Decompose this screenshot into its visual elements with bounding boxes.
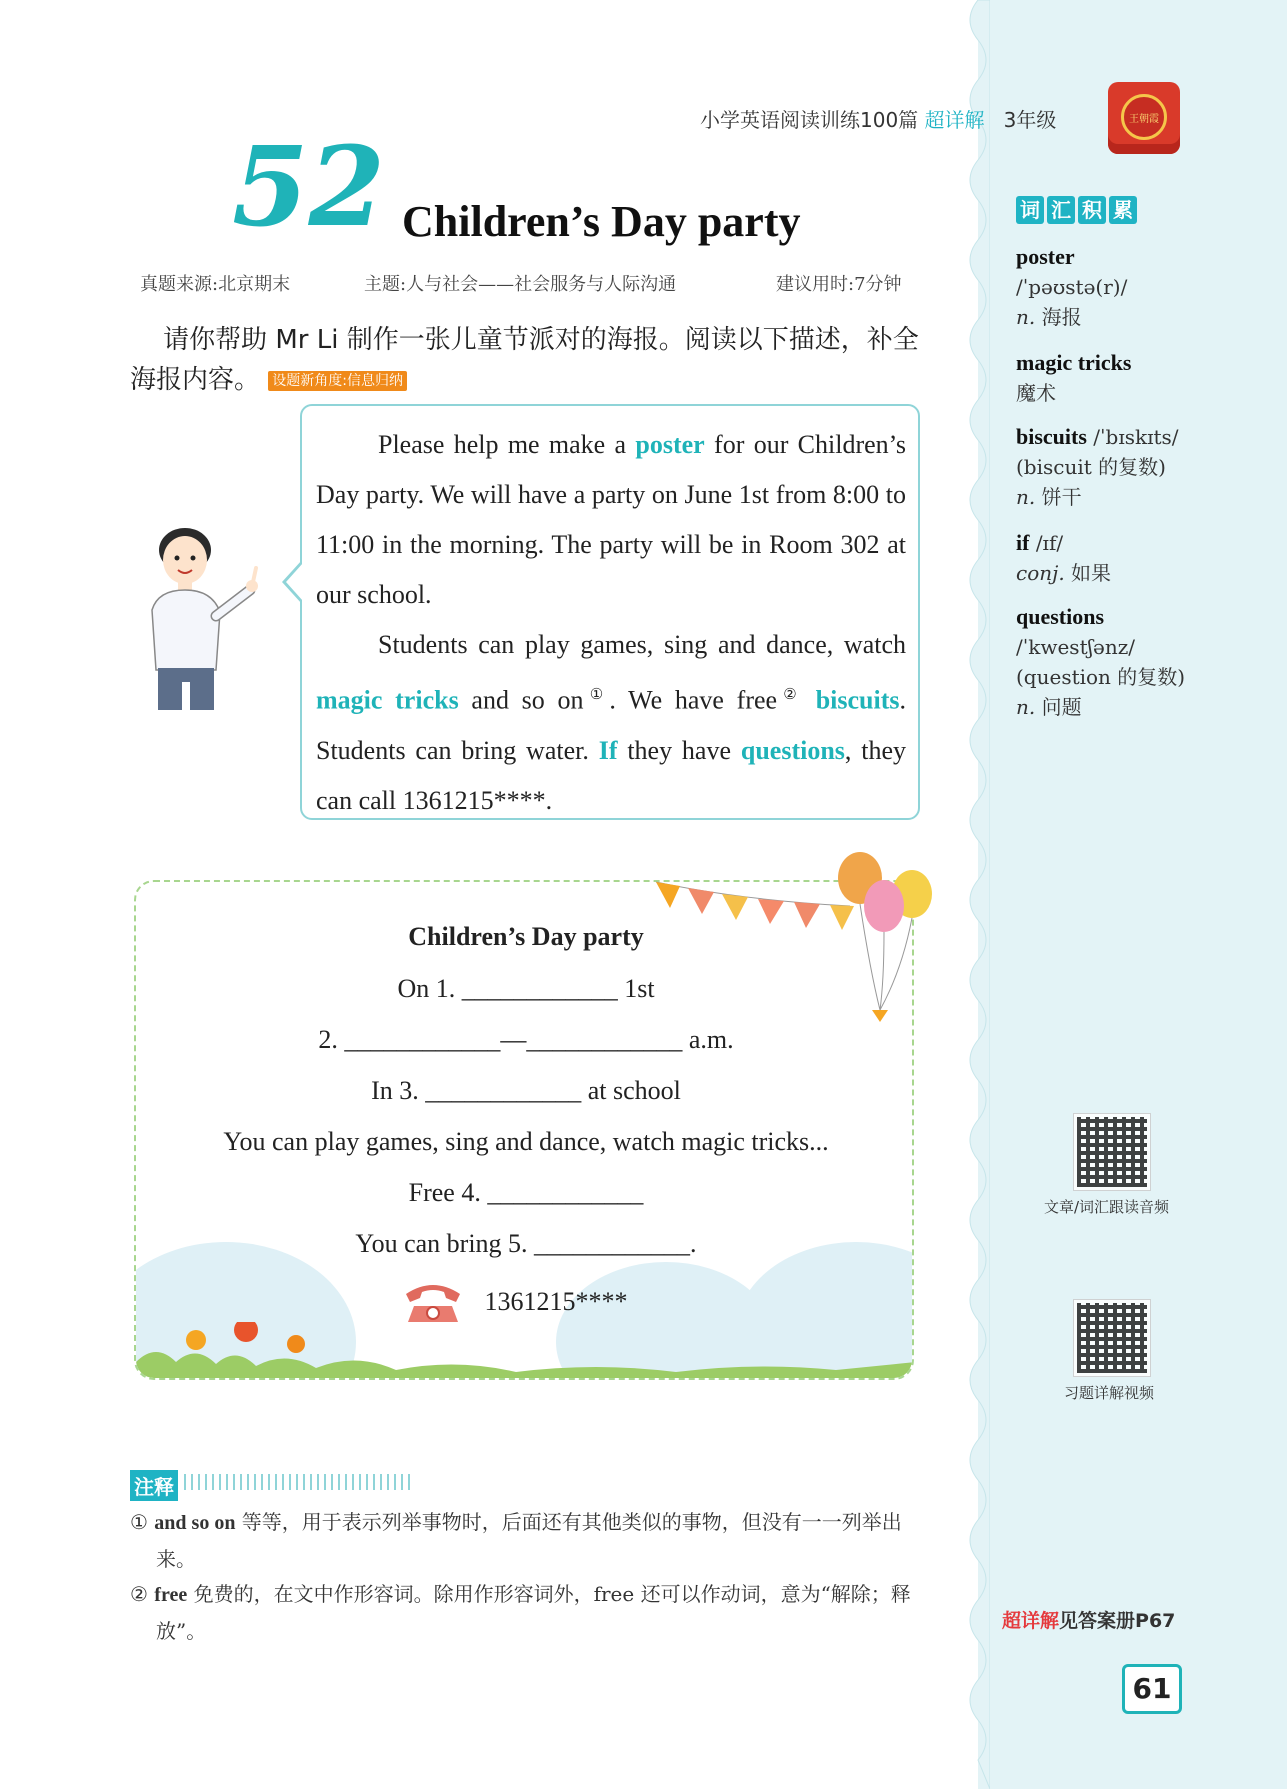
- passage-paragraph-1: [316, 420, 906, 620]
- vocab-word: questions: [1016, 604, 1105, 629]
- instruction-tag: 设题新角度:信息归纳: [268, 371, 407, 391]
- grass-decoration: [136, 1322, 914, 1380]
- vocab-word: poster: [1016, 244, 1075, 269]
- book-header: [700, 104, 1056, 133]
- poster-line-4: You can play games, sing and dance, watch magic tricks...: [223, 1127, 829, 1156]
- vocab-note: (question 的复数): [1016, 665, 1186, 689]
- vocab-meaning: 魔术: [1016, 381, 1056, 405]
- note-1-text: 等等，用于表示列举事物时，后面还有其他类似的事物，但没有一一列举出来。: [156, 1510, 902, 1571]
- vocab-pos: n.: [1016, 305, 1036, 329]
- vocab-item-magic-tricks: [1016, 348, 1131, 408]
- vocab-item-biscuits: [1016, 422, 1179, 512]
- vocab-heading-char: 累: [1109, 196, 1137, 224]
- lesson-title: Children’s Day party: [402, 197, 801, 246]
- footnote-mark-1: ①: [583, 687, 610, 703]
- notes-heading: 注释: [130, 1470, 178, 1501]
- vocab-note: (biscuit 的复数): [1016, 455, 1166, 479]
- vocab-heading-char: 汇: [1047, 196, 1075, 224]
- vocab-phonetic: /ˈbɪskɪts/: [1093, 425, 1179, 449]
- poster-line-5: Free 4. ____________: [408, 1178, 644, 1207]
- vocab-phonetic: /ˈkwestʃənz/: [1016, 635, 1136, 659]
- passage-text: . Students can bring water.: [316, 685, 906, 765]
- vocab-heading-char: 词: [1016, 196, 1044, 224]
- vocab-meaning: 海报: [1041, 305, 1082, 329]
- qr-audio-label: 文章/词汇跟读音频: [1044, 1198, 1170, 1216]
- poster-title: Children’s Day party: [408, 922, 644, 951]
- instruction: [130, 320, 940, 400]
- poster-line-6: You can bring 5. ____________.: [355, 1229, 697, 1258]
- keyword-magic-tricks: magic tricks: [316, 685, 459, 715]
- vocab-phonetic: /ɪf/: [1035, 531, 1064, 555]
- note-1-mark: ①: [130, 1510, 148, 1534]
- vocab-item-poster: [1016, 242, 1127, 332]
- theme-label: 主题:人与社会——社会服务与人际沟通: [364, 274, 677, 295]
- poster-line-2: 2. ____________—____________ a.m.: [318, 1025, 734, 1054]
- passage-paragraph-2: [316, 620, 906, 826]
- book-highlight: 超详解: [924, 108, 985, 132]
- time-label: 建议用时:7分钟: [776, 274, 902, 295]
- lesson-number: 52: [232, 122, 386, 251]
- speech-tail-inner: [286, 563, 303, 601]
- logo-text: 王朝霞: [1129, 114, 1159, 125]
- vocab-word: biscuits: [1016, 424, 1087, 449]
- book-grade: 3年级: [1003, 108, 1057, 132]
- passage-text: Students can play games, sing and dance, watch: [378, 630, 906, 659]
- passage-text: they have: [617, 735, 741, 765]
- keyword-questions: questions: [740, 735, 845, 765]
- publisher-logo: [1108, 82, 1180, 154]
- passage-text: Please help me make a: [378, 430, 636, 459]
- passage-text: for our Children’s Day party. We will have a party on June 1st from 8:00 to 11:00 in the morning. The party will be in Room 302 at our school.: [316, 430, 906, 609]
- note-1-term: and so on: [154, 1512, 236, 1534]
- page-number: 61: [1122, 1664, 1182, 1714]
- keyword-poster: poster: [635, 430, 705, 459]
- vocab-pos: n.: [1016, 485, 1036, 509]
- speech-box: [300, 404, 920, 820]
- answer-text: 见答案册P67: [1059, 1610, 1176, 1632]
- passage-text: and so on: [458, 685, 584, 715]
- note-2-text: 免费的，在文中作形容词。除用作形容词外，free 还可以作动词，意为“解除；释放”。: [156, 1582, 911, 1643]
- vocab-pos: n.: [1016, 695, 1036, 719]
- vocab-item-if: [1016, 528, 1111, 588]
- vocab-meaning: 饼干: [1041, 485, 1082, 509]
- note-1: [130, 1504, 940, 1577]
- vocab-word: if: [1016, 530, 1030, 555]
- vocab-meaning: 如果: [1071, 561, 1112, 585]
- book-series: 小学英语阅读训练100篇: [700, 108, 919, 132]
- qr-code-audio[interactable]: [1074, 1114, 1150, 1190]
- note-2: [130, 1576, 940, 1649]
- note-2-term: free: [154, 1584, 188, 1606]
- notes-divider: [184, 1474, 414, 1490]
- note-2-mark: ②: [130, 1582, 148, 1606]
- vocab-heading: [1016, 196, 1140, 224]
- keyword-if: If: [598, 735, 618, 765]
- poster-line-3: In 3. ____________ at school: [371, 1076, 681, 1105]
- poster-line-1: On 1. ____________ 1st: [397, 974, 655, 1003]
- instruction-text: 请你帮助 Mr Li 制作一张儿童节派对的海报。阅读以下描述，补全海报内容。: [130, 325, 919, 395]
- wave-border: [960, 0, 990, 1789]
- vocab-item-questions: [1016, 602, 1185, 722]
- qr-code-video[interactable]: [1074, 1300, 1150, 1376]
- passage-text: . We have free: [609, 685, 778, 715]
- poster-phone: 1361215****: [484, 1287, 628, 1316]
- telephone-icon: [398, 1280, 468, 1324]
- source-label: 真题来源:北京期末: [140, 274, 291, 295]
- vocab-meaning: 问题: [1041, 695, 1082, 719]
- footnote-mark-2: ②: [777, 687, 803, 703]
- balloons-decoration: [640, 850, 940, 1090]
- passage-text: , they can call 1361215****.: [316, 735, 907, 815]
- vocab-phonetic: /ˈpəʊstə(r)/: [1016, 275, 1128, 299]
- vocab-heading-char: 积: [1078, 196, 1106, 224]
- qr-video-label: 习题详解视频: [1064, 1384, 1155, 1402]
- answer-reference: [1002, 1606, 1175, 1633]
- answer-highlight: 超详解: [1002, 1610, 1060, 1632]
- vocab-pos: conj.: [1016, 561, 1065, 585]
- keyword-biscuits: biscuits: [815, 685, 900, 715]
- teacher-illustration: [140, 520, 280, 720]
- vocab-word: magic tricks: [1016, 350, 1132, 375]
